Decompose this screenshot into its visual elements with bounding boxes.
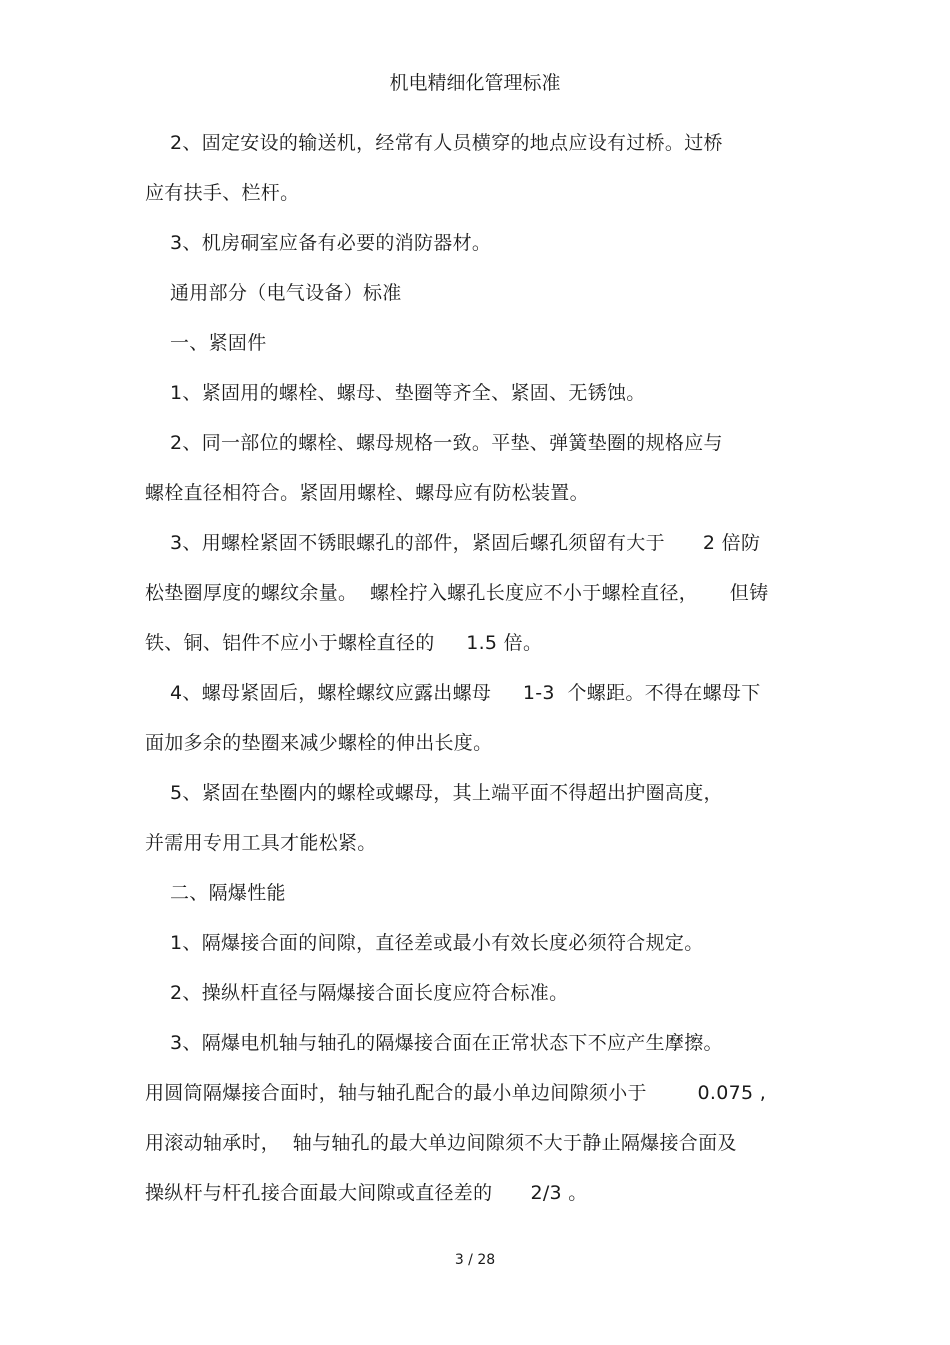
section-heading-general: 通用部分（电气设备）标准	[170, 282, 402, 304]
body-line-8: 螺栓直径相符合。紧固用螺栓、螺母应有防松装置。	[145, 482, 589, 504]
page-number: 3 / 28	[454, 1252, 496, 1268]
body-line-7: 2、同一部位的螺栓、螺母规格一致。平垫、弹簧垫圈的规格应与	[170, 432, 723, 454]
body-line-10: 松垫圈厚度的螺纹余量。 螺栓拧入螺孔长度应不小于螺栓直径， 但铸	[145, 582, 769, 604]
body-line-3: 3、机房硐室应备有必要的消防器材。	[170, 232, 492, 254]
body-line-2: 应有扶手、栏杆。	[145, 182, 300, 204]
body-line-13: 面加多余的垫圈来减少螺栓的伸出长度。	[145, 732, 493, 754]
body-line-19: 3、隔爆电机轴与轴孔的隔爆接合面在正常状态下不应产生摩擦。	[170, 1032, 723, 1054]
body-line-21: 用滚动轴承时， 轴与轴孔的最大单边间隙须不大于静止隔爆接合面及	[145, 1132, 737, 1154]
body-line-14: 5、紧固在垫圈内的螺栓或螺母，其上端平面不得超出护圈高度，	[170, 782, 723, 804]
body-line-22: 操纵杆与杆孔接合面最大间隙或直径差的 2/3 。	[145, 1182, 588, 1204]
body-line-17: 1、隔爆接合面的间隙，直径差或最小有效长度必须符合规定。	[170, 932, 704, 954]
body-line-11: 铁、铜、铝件不应小于螺栓直径的 1.5 倍。	[145, 632, 543, 654]
body-line-12: 4、螺母紧固后，螺栓螺纹应露出螺母 1-3 个螺距。不得在螺母下	[170, 682, 761, 704]
body-line-18: 2、操纵杆直径与隔爆接合面长度应符合标准。	[170, 982, 569, 1004]
section-heading-fasteners: 一、紧固件	[170, 332, 267, 354]
body-line-20: 用圆筒隔爆接合面时，轴与轴孔配合的最小单边间隙须小于 0.075 ,	[145, 1082, 767, 1104]
body-line-9: 3、用螺栓紧固不锈眼螺孔的部件，紧固后螺孔须留有大于 2 倍防	[170, 532, 761, 554]
body-line-6: 1、紧固用的螺栓、螺母、垫圈等齐全、紧固、无锈蚀。	[170, 382, 646, 404]
section-heading-explosion-proof: 二、隔爆性能	[170, 882, 286, 904]
page-header: 机电精细化管理标准	[389, 72, 561, 94]
body-line-1: 2、固定安设的输送机，经常有人员横穿的地点应设有过桥。过桥	[170, 132, 723, 154]
body-line-15: 并需用专用工具才能松紧。	[145, 832, 377, 854]
